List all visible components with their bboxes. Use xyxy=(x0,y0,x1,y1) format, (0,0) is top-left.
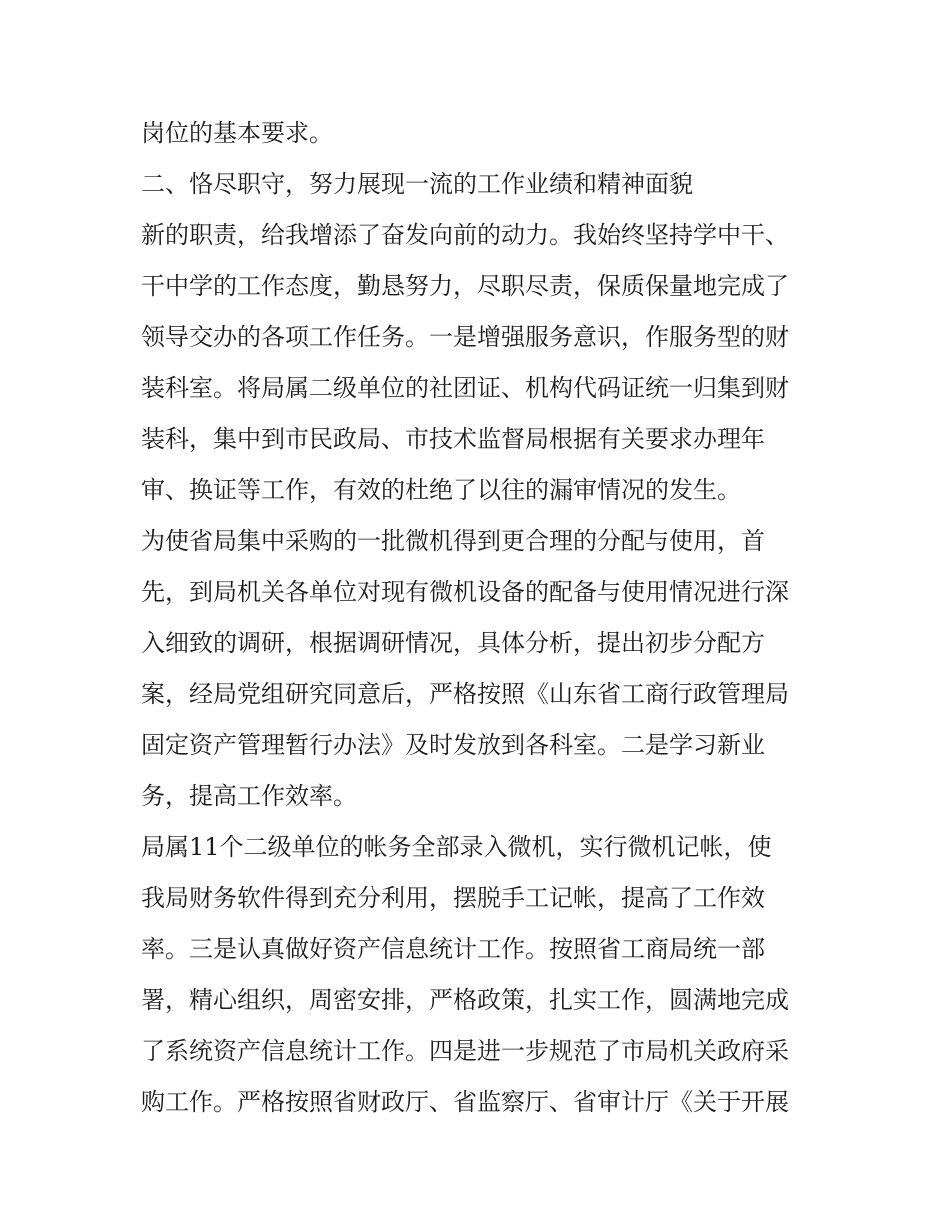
section-heading: 二、恪尽职守，努力展现一流的工作业绩和精神面貌 xyxy=(141,170,693,198)
text-line: 局属11个二级单位的帐务全部录入微机，实行微机记帐，使 xyxy=(141,833,772,861)
text-line: 固定资产管理暂行办法》及时发放到各科室。二是学习新业 xyxy=(141,731,765,759)
text-line: 了系统资产信息统计工作。四是进一步规范了市局机关政府采 xyxy=(141,1037,789,1065)
text-line: 岗位的基本要求。 xyxy=(141,119,333,147)
body-text xyxy=(141,108,821,1128)
text-line: 先，到局机关各单位对现有微机设备的配备与使用情况进行深 xyxy=(141,578,789,606)
text-line: 案，经局党组研究同意后，严格按照《山东省工商行政管理局 xyxy=(141,680,789,708)
text-line: 购工作。严格按照省财政厅、省监察厅、省审计厅《关于开展 xyxy=(141,1088,789,1116)
text-line: 干中学的工作态度，勤恳努力，尽职尽责，保质保量地完成了 xyxy=(141,272,789,300)
text-line: 领导交办的各项工作任务。一是增强服务意识，作服务型的财 xyxy=(141,323,789,351)
text-line: 率。三是认真做好资产信息统计工作。按照省工商局统一部 xyxy=(141,935,765,963)
text-line: 为使省局集中采购的一批微机得到更合理的分配与使用，首 xyxy=(141,527,765,555)
text-line: 装科，集中到市民政局、市技术监督局根据有关要求办理年 xyxy=(141,425,765,453)
text-line: 署，精心组织，周密安排，严格政策，扎实工作，圆满地完成 xyxy=(141,986,789,1014)
text-line: 务，提高工作效率。 xyxy=(141,782,357,810)
text-line: 新的职责，给我增添了奋发向前的动力。我始终坚持学中干、 xyxy=(141,221,789,249)
text-line: 我局财务软件得到充分利用，摆脱手工记帐，提高了工作效 xyxy=(141,884,765,912)
text-line: 审、换证等工作，有效的杜绝了以往的漏审情况的发生。 xyxy=(141,476,741,504)
text-line: 入细致的调研，根据调研情况，具体分析，提出初步分配方 xyxy=(141,629,765,657)
text-line: 装科室。将局属二级单位的社团证、机构代码证统一归集到财 xyxy=(141,374,789,402)
